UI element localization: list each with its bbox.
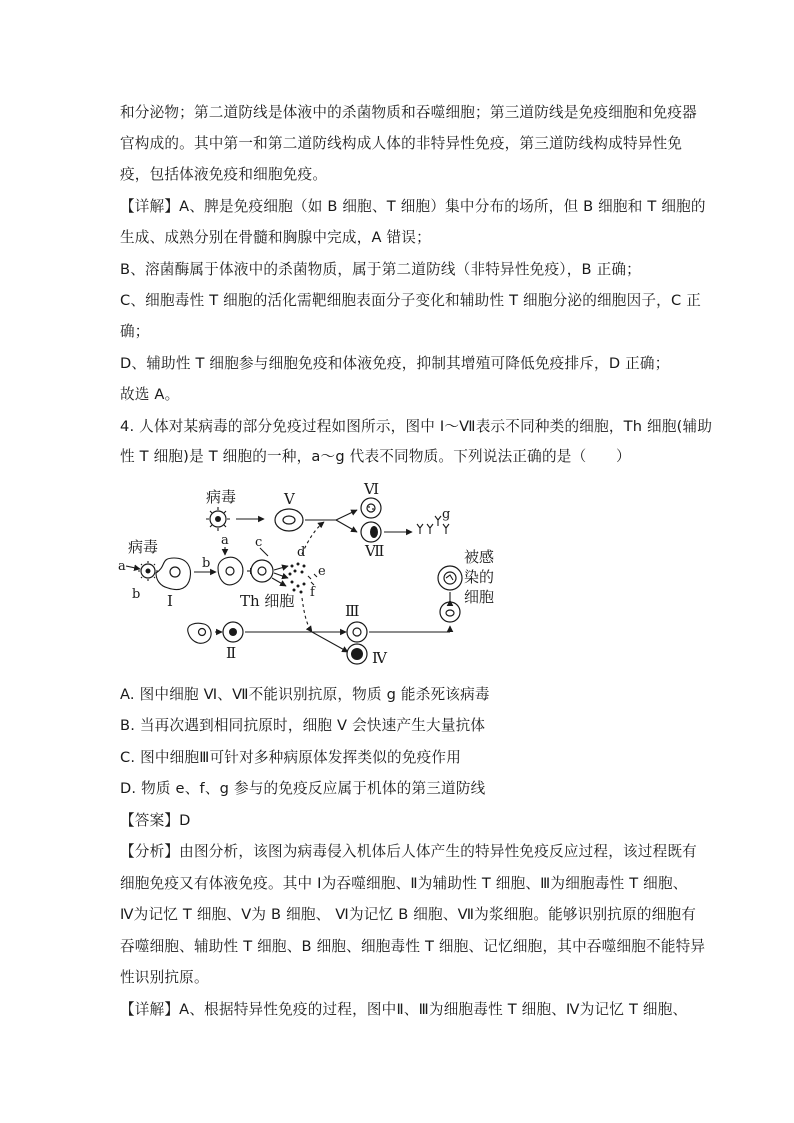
virus-top-label: 病毒 [206,488,237,506]
text-line: 吞噬细胞、辅助性 T 细胞、B 细胞、细胞毒性 T 细胞、记忆细胞，其中吞噬细胞不能特异 [120,938,706,955]
virus-left-label: 病毒 [128,538,159,556]
infected-label: 细胞 [464,588,495,606]
option-a: A. 图中细胞 Ⅵ、Ⅶ不能识别抗原，物质 g 能杀死该病毒 [120,686,490,703]
question-text: 4. 人体对某病毒的部分免疫过程如图所示，图中 Ⅰ～Ⅶ表示不同种类的细胞，Th 细胞(辅助 [120,418,713,435]
option-c: C. 图中细胞Ⅲ可针对多种病原体发挥类似的免疫作用 [120,749,462,766]
label-f: f [310,585,315,600]
cell-IV-label: Ⅳ [372,649,387,667]
infected-label: 被感 [464,548,495,566]
text-line: 故选 A。 [120,386,180,403]
cytokine-dots [289,563,306,594]
text-line: 性识别抗原。 [120,969,209,986]
virus-top-icon [206,507,230,531]
text-line: 确； [120,323,150,340]
label-e: e [318,564,326,579]
text-line: 生成、成熟分别在骨髓和胸腺中完成，A 错误； [120,229,431,246]
cell-III-label: Ⅲ [345,602,360,620]
option-b: B. 当再次遇到相同抗原时，细胞 Ⅴ 会快速产生大量抗体 [120,717,486,734]
text-line: 细胞免疫又有体液免疫。其中 Ⅰ为吞噬细胞、Ⅱ为辅助性 T 细胞、Ⅲ为细胞毒性 T 细胞、 [120,875,688,892]
text-line: D、辅助性 T 细胞参与细胞免疫和体液免疫，抑制其增殖可降低免疫排斥，D 正确； [120,355,670,372]
virus-left-icon [138,561,158,581]
cell-I-label: Ⅰ [167,592,173,610]
cell-VI-label: Ⅵ [364,480,380,498]
text-line: Ⅳ为记忆 T 细胞、Ⅴ为 B 细胞、 Ⅵ为记忆 B 细胞、Ⅶ为浆细胞。能够识别抗原的细胞有 [120,906,697,923]
answer-line: 【答案】D [120,812,191,829]
infected-label: 染的 [464,568,495,586]
cell-V-label: Ⅴ [284,490,295,508]
label-c: c [255,535,263,550]
immune-process-diagram [112,474,512,674]
option-d: D. 物质 e、f、g 参与的免疫反应属于机体的第三道防线 [120,780,486,797]
dashed-arrow [302,598,312,632]
cell-Th-label: Th 细胞 [240,592,295,610]
text-line: 【详解】A、脾是免疫细胞（如 B 细胞、T 细胞）集中分布的场所，但 B 细胞和 T 细胞的 [120,198,706,215]
label-b-left: b [132,587,141,602]
label-a-left: a [118,559,126,574]
question-text: 性 T 细胞)是 T 细胞的一种，a～g 代表不同物质。下列说法正确的是（ ） [120,448,631,465]
text-line: 官构成的。其中第一和第二道防线构成人体的非特异性免疫，第三道防线构成特异性免 [120,135,683,152]
text-line: C、细胞毒性 T 细胞的活化需靶细胞表面分子变化和辅助性 T 细胞分泌的细胞因子，C 正 [120,292,701,309]
cell-VII-label: Ⅶ [365,542,385,560]
text-line: B、溶菌酶属于体液中的杀菌物质，属于第二道防线（非特异性免疫），B 正确； [120,261,641,278]
label-d: d [297,545,306,560]
label-b-mid: b [202,556,211,571]
cell-II-label: Ⅱ [226,644,237,662]
label-a-mid: a [221,533,229,548]
text-line: 和分泌物；第二道防线是体液中的杀菌物质和吞噬细胞；第三道防线是免疫细胞和免疫器 [120,104,697,121]
text-line: 疫，包括体液免疫和细胞免疫。 [120,166,328,183]
text-line: 【详解】A、根据特异性免疫的过程，图中Ⅱ、Ⅲ为细胞毒性 T 细胞、Ⅳ为记忆 T 细胞、 [120,1001,688,1018]
text-line: 【分析】由图分析，该图为病毒侵入机体后人体产生的特异性免疫反应过程，该过程既有 [120,843,697,860]
label-g: g [442,507,451,522]
